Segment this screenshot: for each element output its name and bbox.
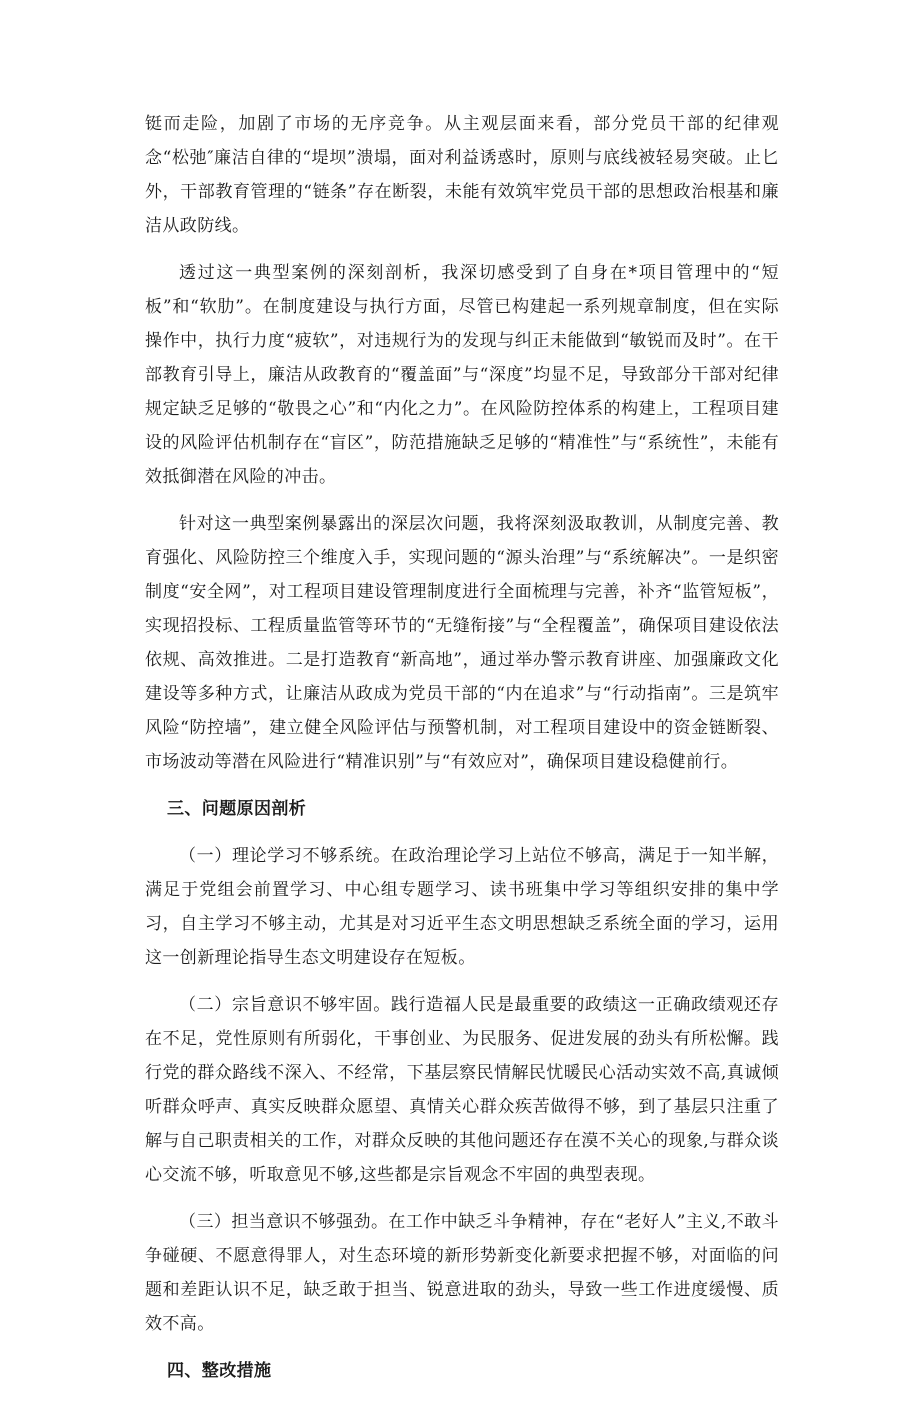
- section3-item-3: （三）担当意识不够强劲。在工作中缺乏斗争精神，存在“老好人”主义,不敢斗争碰硬、不愿意得罪人，对生态环境的新形势新变化新要求把握不够，对面临的问题和差距认识不足，缺乏敢于担当、锐意进取的劲头，导致一些工作进度缓慢、质效不高。: [145, 1212, 779, 1334]
- section3-item-2: （二）宗旨意识不够牢固。践行造福人民是最重要的政绩这一正确政绩观还存在不足，党性原则有所弱化，干事创业、为民服务、促进发展的劲头有所松懈。践行党的群众路线不深入、不经常，下基层察民情解民忧暖民心活动实效不高,真诚倾听群众呼声、真实反映群众愿望、真情关心群众疾苦做得不够，到了基层只注重了解与自己职责相关的工作，对群众反映的其他问题还存在漠不关心的现象,与群众谈心交流不够，听取意见不够,这些都是宗旨观念不牢固的典型表现。: [145, 995, 779, 1185]
- paragraph-2: 透过这一典型案例的深刻剖析，我深切感受到了自身在*项目管理中的“短板”和“软肋”。在制度建设与执行方面，尽管已构建起一系列规章制度，但在实际操作中，执行力度“疲软”，对违规行为的发现与纠正未能做到“敏锐而及时”。在干部教育引导上，廉洁从政教育的“覆盖面”与“深度”均显不足，导致部分干部对纪律规定缺乏足够的“敬畏之心”和“内化之力”。在风险防控体系的构建上，工程项目建设的风险评估机制存在“盲区”，防范措施缺乏足够的“精准性”与“系统性”，未能有效抵御潜在风险的冲击。: [145, 263, 779, 487]
- section-heading-rectification: 四、整改措施: [167, 1361, 272, 1381]
- document-body: [145, 107, 779, 1401]
- section3-item-1: （一）理论学习不够系统。在政治理论学习上站位不够高，满足于一知半解，满足于党组会前置学习、中心组专题学习、读书班集中学习等组织安排的集中学习，自主学习不够主动，尤其是对习近平生态文明思想缺乏系统全面的学习，运用这一创新理论指导生态文明建设存在短板。: [145, 846, 779, 968]
- paragraph-3: 针对这一典型案例暴露出的深层次问题，我将深刻汲取教训，从制度完善、教育强化、风险防控三个维度入手，实现问题的“源头治理”与“系统解决”。一是织密制度“安全网”，对工程项目建设管理制度进行全面梳理与完善，补齐“监管短板”，实现招投标、工程质量监管等环节的“无缝衔接”与“全程覆盖”，确保项目建设依法依规、高效推进。二是打造教育“新高地”，通过举办警示教育讲座、加强廉政文化建设等多种方式，让廉洁从政成为党员干部的“内在追求”与“行动指南”。三是筑牢风险“防控墙”，建立健全风险评估与预警机制，对工程项目建设中的资金链断裂、市场波动等潜在风险进行“精准识别”与“有效应对”，确保项目建设稳健前行。: [145, 514, 779, 772]
- paragraph-1: 铤而走险，加剧了市场的无序竞争。从主观层面来看，部分党员干部的纪律观念“松弛″廉洁自律的“堤坝”溃塌，面对利益诱惑时，原则与底线被轻易突破。止匕外，干部教育管理的“链条”存在断裂，未能有效筑牢党员干部的思想政治根基和廉洁从政防线。: [145, 114, 779, 236]
- section-heading-problem-causes: 三、问题原因剖析: [167, 799, 307, 819]
